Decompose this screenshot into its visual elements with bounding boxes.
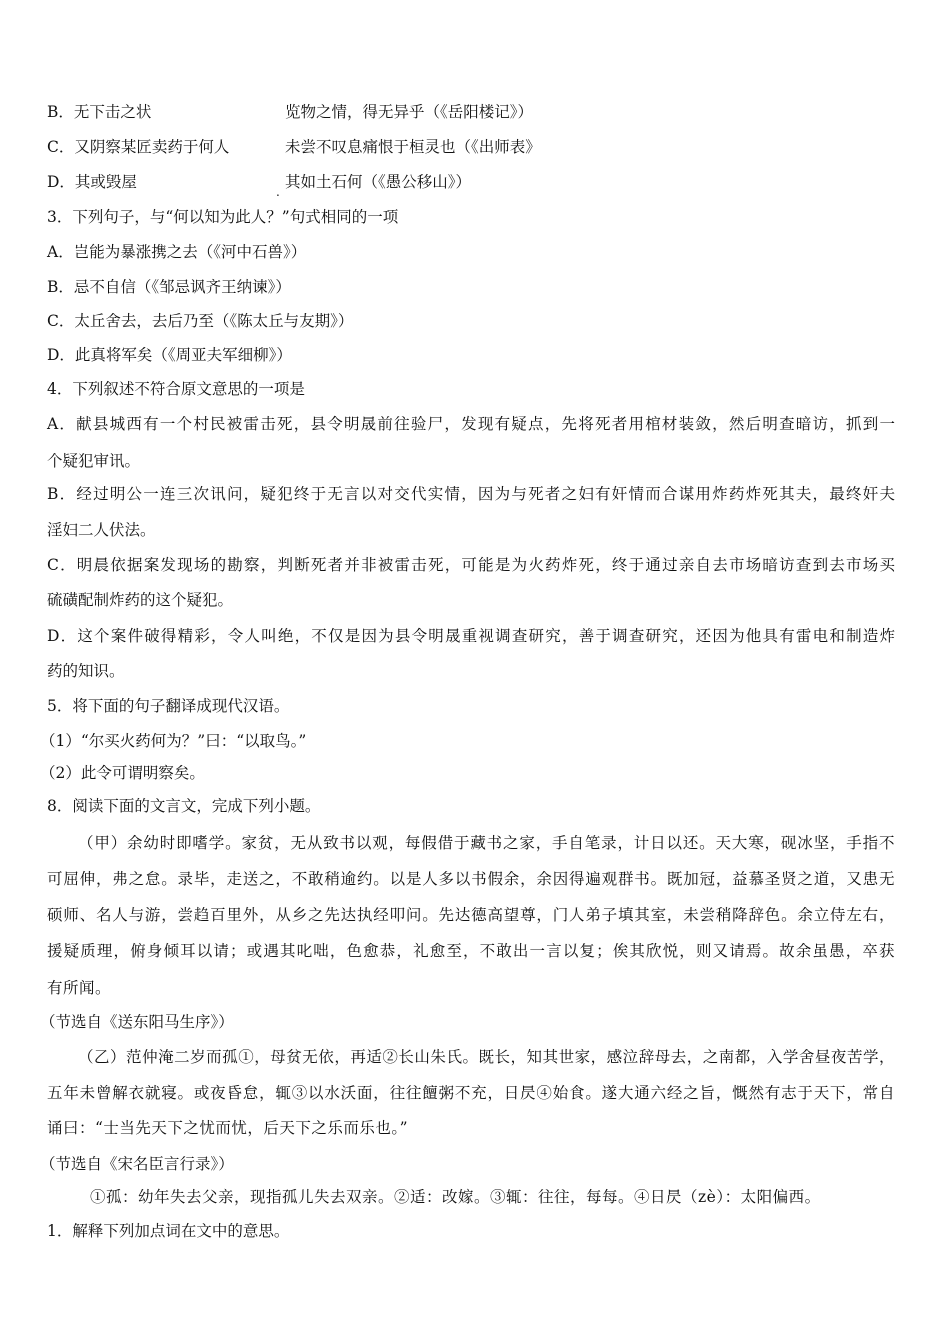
q3-option-d: D．此真将军矣（《周亚夫军细柳》） xyxy=(47,346,292,364)
q2-option-c-left: C．又阴察某匠卖药于何人 xyxy=(47,138,230,156)
yi-line-2: 五年未曾解衣就寝。或夜昏怠，辄③以水沃面，往往饘粥不充，日昃④始食。遂大通六经之旨，慨然有志于天下，常自 xyxy=(47,1084,895,1102)
q2-option-c-right: 未尝不叹息痛恨于桓灵也（《出师表》 xyxy=(285,138,541,156)
footnotes: ①孤：幼年失去父亲，现指孤儿失去双亲。②适：改嫁。③辄：往往，每每。④日昃（zè）：太阳偏西。 xyxy=(90,1188,821,1206)
q2-option-d-right: 其如土石何（《愚公移山》） xyxy=(285,173,472,191)
q5-stem: 5．将下面的句子翻译成现代汉语。 xyxy=(47,697,290,715)
jia-line-4: 援疑质理，俯身倾耳以请；或遇其叱咄，色愈恭，礼愈至，不敢出一言以复；俟其欣悦，则又请焉。故余虽愚，卒获 xyxy=(47,942,895,960)
q3-stem: 3．下列句子，与“何以知为此人？”句式相同的一项 xyxy=(47,208,399,226)
jia-line-3: 硕师、名人与游，尝趋百里外，从乡之先达执经叩问。先达德高望尊，门人弟子填其室，未尝稍降辞色。余立侍左右， xyxy=(47,906,895,924)
q4-option-b: B．经过明公一连三次讯问，疑犯终于无言以对交代实情，因为与死者之妇有奸情而合谋用炸药炸死其夫，最终奸夫 xyxy=(47,485,895,503)
q2-option-b-right: 览物之情，得无异乎（《岳阳楼记》） xyxy=(285,103,534,121)
yi-line-3: 诵曰：“士当先天下之忧而忧，后天下之乐而乐也。” xyxy=(47,1119,409,1137)
q4-option-c: C．明晨依据案发现场的勘察，判断死者并非被雷击死，可能是为火药炸死，终于通过亲自去市场暗访查到去市场买 xyxy=(47,556,895,574)
yi-source: （节选自《宋名臣言行录》） xyxy=(40,1155,234,1173)
yi-line-1: （乙）范仲淹二岁而孤①，母贫无依，再适②长山朱氏。既长，知其世家，感泣辞母去，之南都，入学舍昼夜苦学， xyxy=(78,1048,895,1066)
q4-option-d: D．这个案件破得精彩，令人叫绝，不仅是因为县令明晟重视调查研究，善于调查研究，还因为他具有雷电和制造炸 xyxy=(47,627,895,645)
jia-line-2: 可屈伸，弗之怠。录毕，走送之，不敢稍逾约。以是人多以书假余，余因得遍观群书。既加冠，益慕圣贤之道，又患无 xyxy=(47,870,895,888)
q3-option-b: B．忌不自信（《邹忌讽齐王纳谏》） xyxy=(47,278,291,296)
jia-line-5: 有所闻。 xyxy=(47,979,112,997)
q8-sub1: 1．解释下列加点词在文中的意思。 xyxy=(47,1222,290,1240)
q2-option-d-left: D．其或毁屋 xyxy=(47,173,137,191)
q8-stem: 8．阅读下面的文言文，完成下列小题。 xyxy=(47,797,321,815)
q2-option-b-left: B．无下击之状 xyxy=(47,103,152,121)
q4-option-d-cont: 药的知识。 xyxy=(47,662,125,680)
jia-source: （节选自《送东阳马生序》） xyxy=(40,1013,234,1031)
emphasis-dot: . xyxy=(276,185,280,199)
q4-option-a: A．献县城西有一个村民被雷击死，县令明晟前往验尸，发现有疑点，先将死者用棺材装敛，然后明查暗访，抓到一 xyxy=(47,415,895,433)
q3-option-c: C．太丘舍去，去后乃至（《陈太丘与友期》） xyxy=(47,312,354,330)
q5-item-1: （1）“尔买火药何为？”曰：“以取鸟。” xyxy=(40,732,307,750)
q4-option-a-cont: 个疑犯审讯。 xyxy=(47,452,141,470)
q3-option-a: A．岂能为暴涨携之去（《河中石兽》） xyxy=(47,243,307,261)
q4-option-b-cont: 淫妇二人伏法。 xyxy=(47,521,156,539)
q5-item-2: （2）此令可谓明察矣。 xyxy=(40,764,205,782)
q4-stem: 4．下列叙述不符合原文意思的一项是 xyxy=(47,380,305,398)
q4-option-c-cont: 硫磺配制炸药的这个疑犯。 xyxy=(47,591,234,609)
jia-line-1: （甲）余幼时即嗜学。家贫，无从致书以观，每假借于藏书之家，手自笔录，计日以还。天大寒，砚冰坚，手指不 xyxy=(78,834,895,852)
